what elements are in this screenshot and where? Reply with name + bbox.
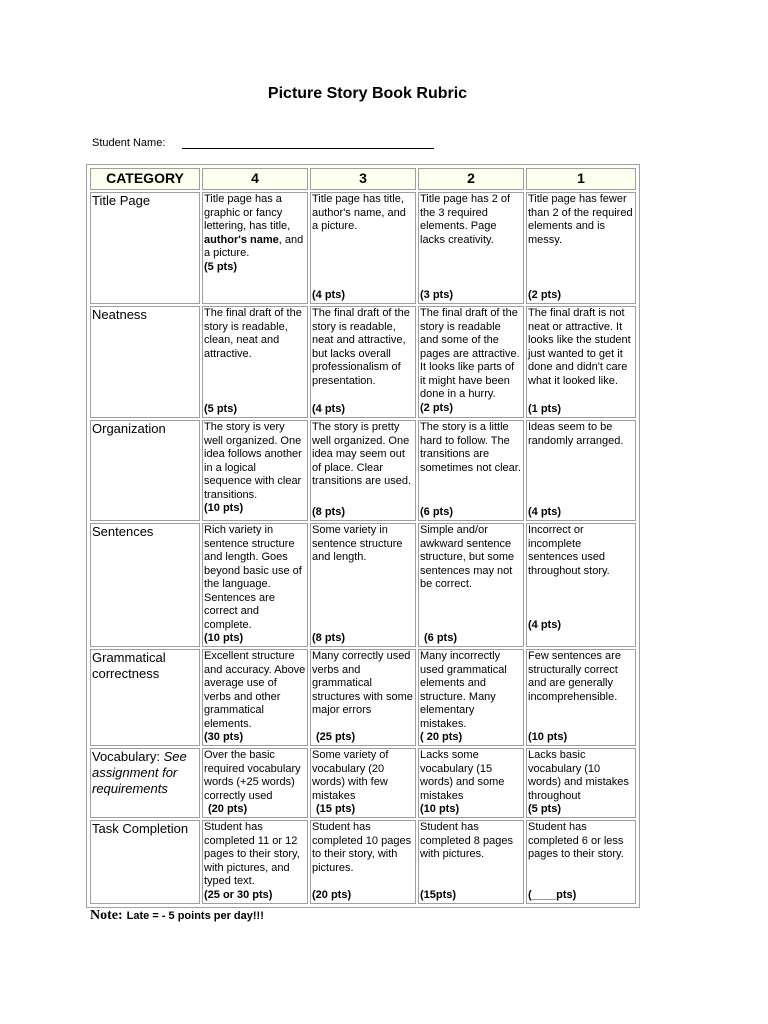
rubric-cell [310, 820, 416, 904]
rubric-cell [526, 306, 636, 418]
header-score-1: 1 [526, 168, 636, 190]
table-row [90, 649, 636, 746]
cell-description: Title page has fewer than 2 of the required elements and is messy. [528, 193, 633, 246]
cell-points: (4 pts) [528, 505, 561, 518]
category-neatness: Neatness [90, 306, 200, 418]
table-row [90, 820, 636, 904]
cell-points: (6 pts) [424, 631, 457, 644]
page-title: Picture Story Book Rubric [267, 85, 468, 102]
cell-points: (8 pts) [312, 631, 345, 644]
cell-points: (6 pts) [420, 505, 453, 518]
category-task-completion: Task Completion [90, 820, 200, 904]
rubric-cell [202, 192, 308, 304]
rubric-cell [310, 420, 416, 521]
rubric-cell [418, 420, 524, 521]
cell-points: (5 pts) [204, 402, 237, 415]
cell-points: (3 pts) [420, 288, 453, 301]
cell-points: (4 pts) [312, 402, 345, 415]
note-text: Late = - 5 points per day!!! [126, 910, 264, 922]
cell-points: (25 or 30 pts) [204, 888, 273, 901]
table-row [90, 420, 636, 521]
rubric-cell [526, 420, 636, 521]
header-category: CATEGORY [90, 168, 200, 190]
rubric-cell [310, 748, 416, 818]
rubric-cell [202, 420, 308, 521]
cell-points: (10 pts) [420, 803, 460, 815]
cell-points: (15pts) [420, 888, 457, 901]
table-row [90, 192, 636, 304]
cell-points: (20 pts) [312, 888, 352, 901]
rubric-cell [526, 649, 636, 746]
table-row [90, 748, 636, 818]
rubric-cell [310, 523, 416, 647]
cell-description: Ideas seem to be randomly arranged. [528, 421, 624, 447]
cell-points: (4 pts) [312, 288, 345, 301]
cell-description: Lacks basic vocabulary (10 words) and mistakes throughout [528, 749, 629, 802]
table-row [90, 306, 636, 418]
rubric-cell [202, 523, 308, 647]
cell-points: ( 20 pts) [420, 731, 463, 743]
rubric-cell [202, 306, 308, 418]
category-vocabulary: Vocabulary: See assignment for requirements [90, 748, 200, 818]
rubric-cell [418, 306, 524, 418]
rubric-cell [526, 748, 636, 818]
cell-description: Student has completed 6 or less pages to their story. [528, 821, 624, 860]
cell-description: Over the basic required vocabulary words (+25 words) correctly used [204, 749, 301, 802]
rubric-cell [418, 748, 524, 818]
rubric-cell [526, 192, 636, 304]
cell-points: (2 pts) [528, 288, 561, 301]
rubric-cell [418, 820, 524, 904]
cell-points: (5 pts) [204, 260, 237, 273]
student-name-label: Student Name: [92, 137, 166, 149]
cell-points: (10 pts) [204, 632, 244, 644]
rubric-cell [310, 649, 416, 746]
cell-points: (30 pts) [204, 731, 244, 743]
table-row [90, 523, 636, 647]
late-policy-note [90, 908, 264, 924]
cell-points: (8 pts) [312, 505, 345, 518]
rubric-cell [202, 820, 308, 904]
rubric-cell [418, 192, 524, 304]
cell-description: Simple and/or awkward sentence structure, but some sentences may not be correct. [420, 524, 515, 590]
category-grammatical-correctness: Grammatical correctness [90, 649, 200, 746]
cell-description: The final draft of the story is readable, neat and attractive, but lacks overall professionalism of presentation. [312, 307, 410, 387]
cell-description: Many incorrectly used grammatical elements and structure. Many elementary mistakes. [420, 650, 507, 730]
cell-description: Title page has title, author's name, and a picture. [312, 193, 406, 232]
category-note: See assignment for requirements [92, 749, 187, 796]
cell-description: The story is pretty well organized. One idea may seem out of place. Clear transitions are used. [312, 421, 412, 487]
rubric-cell [418, 523, 524, 647]
cell-description: Title page has 2 of the 3 required elements. Page lacks creativity. [420, 193, 511, 246]
cell-description: Incorrect or incomplete sentences used throughout story. [528, 524, 610, 577]
header-score-2: 2 [418, 168, 524, 190]
header-row [90, 168, 636, 190]
header-score-3: 3 [310, 168, 416, 190]
cell-description: The final draft of the story is readable and some of the pages are attractive. It looks like parts of it might have been done in a hurry. [420, 307, 520, 400]
category-sentences: Sentences [90, 523, 200, 647]
cell-description: Student has completed 10 pages to their story, with pictures. [312, 821, 412, 874]
rubric-table [88, 166, 638, 906]
rubric-table-frame [86, 164, 640, 908]
cell-description: The story is very well organized. One idea follows another in a logical sequence with clear transitions. [204, 421, 302, 501]
cell-description: Title page has a graphic or fancy lettering, has title, author's name, and a picture. [204, 193, 304, 259]
rubric-cell [202, 649, 308, 746]
rubric-cell [310, 192, 416, 304]
cell-points: (1 pts) [528, 402, 561, 415]
cell-description: Some variety in sentence structure and length. [312, 524, 403, 563]
rubric-cell [418, 649, 524, 746]
cell-description: The story is a little hard to follow. The transitions are sometimes not clear. [420, 421, 521, 474]
cell-description: Few sentences are structurally correct and are generally incomprehensible. [528, 650, 621, 703]
cell-description: Many correctly used verbs and grammatical structures with some major errors [312, 650, 413, 716]
cell-description: Rich variety in sentence structure and length. Goes beyond basic use of the language. Sentences are correct and complete. [204, 524, 302, 631]
cell-description: The final draft of the story is readable, clean, neat and attractive. [204, 307, 302, 360]
note-label: Note: [90, 908, 123, 923]
student-name-line [182, 148, 434, 149]
cell-points: (5 pts) [528, 803, 561, 815]
cell-points: (4 pts) [528, 618, 561, 631]
rubric-cell [310, 306, 416, 418]
cell-description: Lacks some vocabulary (15 words) and some mistakes [420, 749, 505, 802]
cell-description: Student has completed 8 pages with pictures. [420, 821, 513, 860]
category-organization: Organization [90, 420, 200, 521]
cell-description: Excellent structure and accuracy. Above average use of verbs and other grammatical elements. [204, 650, 306, 730]
cell-points: (2 pts) [420, 401, 453, 414]
cell-points: (15 pts) [316, 803, 356, 815]
cell-points: (20 pts) [208, 803, 248, 815]
cell-description: Student has completed 11 or 12 pages to their story, with pictures, and typed text. [204, 821, 300, 887]
cell-points: (____pts) [528, 888, 577, 901]
rubric-cell [526, 523, 636, 647]
header-score-4: 4 [202, 168, 308, 190]
rubric-cell [526, 820, 636, 904]
cell-points: (10 pts) [204, 502, 244, 514]
rubric-cell [202, 748, 308, 818]
cell-description: The final draft is not neat or attractive. It looks like the student just wanted to get it done and didn't care what it looked like. [528, 307, 631, 387]
cell-description: Some variety of vocabulary (20 words) with few mistakes [312, 749, 389, 802]
category-title-page: Title Page [90, 192, 200, 304]
cell-points: (25 pts) [316, 730, 356, 743]
cell-points: (10 pts) [528, 730, 568, 743]
